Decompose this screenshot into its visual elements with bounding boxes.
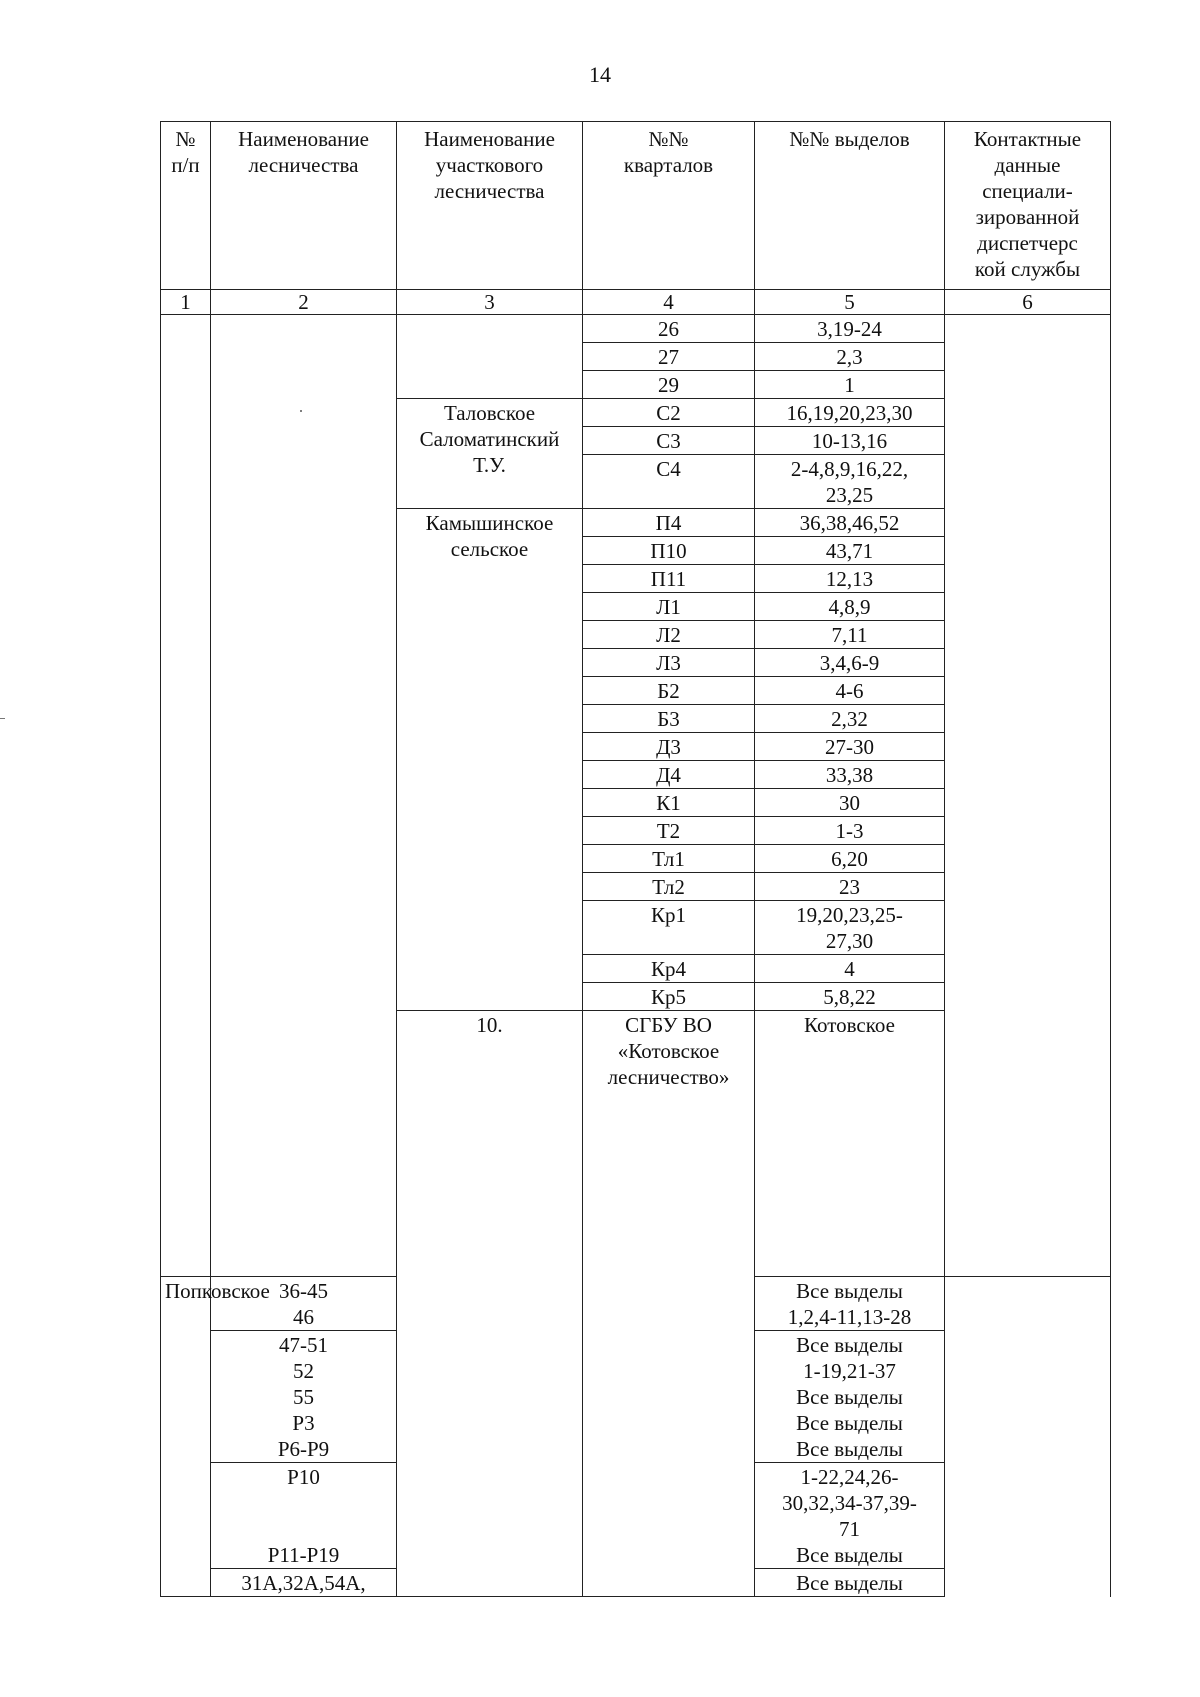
sections-cell: 2,32	[755, 705, 945, 733]
column-number: 5	[755, 290, 945, 315]
margin-mark	[0, 718, 5, 719]
district-name: Камышинское сельское	[397, 509, 583, 1011]
sections-cell: 12,13	[755, 565, 945, 593]
sections-cell: 4,8,9	[755, 593, 945, 621]
district-name: Котовское	[755, 1011, 945, 1277]
entry-number: 10.	[397, 1011, 583, 1597]
header-sections: №№ выделов	[755, 122, 945, 290]
sections-cell: 1-3	[755, 817, 945, 845]
forestry-cell-empty	[211, 315, 397, 1277]
column-number: 3	[397, 290, 583, 315]
sections-cell: Все выделы 1,2,4-11,13-28	[755, 1277, 945, 1331]
sections-cell: Все выделы 1-19,21-37 Все выделы Все выделы Все выделы	[755, 1331, 945, 1463]
district-name: Таловское Саломатинский Т.У.	[397, 399, 583, 509]
sections-cell: 4-6	[755, 677, 945, 705]
quarter-cell: Кр5	[583, 983, 755, 1011]
column-number-row	[161, 290, 1111, 315]
quarter-cell: П4	[583, 509, 755, 537]
quarter-cell: 29	[583, 371, 755, 399]
quarter-cell: С3	[583, 427, 755, 455]
sections-cell: 1	[755, 371, 945, 399]
column-number: 6	[945, 290, 1111, 315]
sections-cell: 7,11	[755, 621, 945, 649]
forestry-name: СГБУ ВО «Котовское лесничество»	[583, 1011, 755, 1597]
sections-cell: 2-4,8,9,16,22, 23,25	[755, 455, 945, 509]
quarter-cell: Тл2	[583, 873, 755, 901]
sections-cell: 19,20,23,25- 27,30	[755, 901, 945, 955]
quarter-cell: 27	[583, 343, 755, 371]
sections-cell: 4	[755, 955, 945, 983]
quarter-cell: Л1	[583, 593, 755, 621]
header-num: № п/п	[161, 122, 211, 290]
sections-cell: 3,4,6-9	[755, 649, 945, 677]
page-number: 14	[589, 62, 611, 87]
quarter-cell: П10	[583, 537, 755, 565]
quarter-cell: Т2	[583, 817, 755, 845]
sections-cell: Все выделы	[755, 1569, 945, 1597]
column-number: 1	[161, 290, 211, 315]
quarter-cell: Тл1	[583, 845, 755, 873]
quarter-cell: Л2	[583, 621, 755, 649]
sections-cell: 2,3	[755, 343, 945, 371]
column-number: 2	[211, 290, 397, 315]
sections-cell: 16,19,20,23,30	[755, 399, 945, 427]
quarter-cell: Л3	[583, 649, 755, 677]
sections-cell: 6,20	[755, 845, 945, 873]
quarter-cell: Кр1	[583, 901, 755, 955]
header-quarters: №№ кварталов	[583, 122, 755, 290]
sections-cell: 33,38	[755, 761, 945, 789]
quarter-cell: 36-45 46	[211, 1277, 397, 1331]
quarter-cell: Б3	[583, 705, 755, 733]
quarter-cell: Кр4	[583, 955, 755, 983]
sections-cell: 10-13,16	[755, 427, 945, 455]
quarter-cell: С2	[583, 399, 755, 427]
sections-cell: 23	[755, 873, 945, 901]
quarter-cell: П11	[583, 565, 755, 593]
header-district: Наименование участкового лесничества	[397, 122, 583, 290]
sections-cell: 5,8,22	[755, 983, 945, 1011]
quarter-cell: Р10 Р11-Р19	[211, 1463, 397, 1569]
sections-cell: 30	[755, 789, 945, 817]
quarter-cell: 26	[583, 315, 755, 343]
sections-cell: 36,38,46,52	[755, 509, 945, 537]
quarter-cell: К1	[583, 789, 755, 817]
quarter-cell: Б2	[583, 677, 755, 705]
quarter-cell: 31А,32А,54А,	[211, 1569, 397, 1597]
column-number: 4	[583, 290, 755, 315]
header-forestry: Наименование лесничества	[211, 122, 397, 290]
district-name: Попковское	[161, 1277, 211, 1597]
forestry-table	[160, 121, 1111, 1597]
quarter-cell: Д3	[583, 733, 755, 761]
sections-cell: 1-22,24,26- 30,32,34-37,39- 71 Все выделы	[755, 1463, 945, 1569]
sections-cell: 3,19-24	[755, 315, 945, 343]
district-cell-empty	[397, 315, 583, 399]
table-row	[161, 315, 1111, 343]
header-row	[161, 122, 1111, 290]
num-cell-empty	[161, 315, 211, 1277]
contact-cell-empty	[945, 315, 1111, 1277]
quarter-cell: С4	[583, 455, 755, 509]
header-contacts: Контактные данные специали- зированной диспетчерс кой службы	[945, 122, 1111, 290]
quarter-cell: Д4	[583, 761, 755, 789]
quarter-cell: 47-51 52 55 Р3 Р6-Р9	[211, 1331, 397, 1463]
sections-cell: 27-30	[755, 733, 945, 761]
sections-cell: 43,71	[755, 537, 945, 565]
